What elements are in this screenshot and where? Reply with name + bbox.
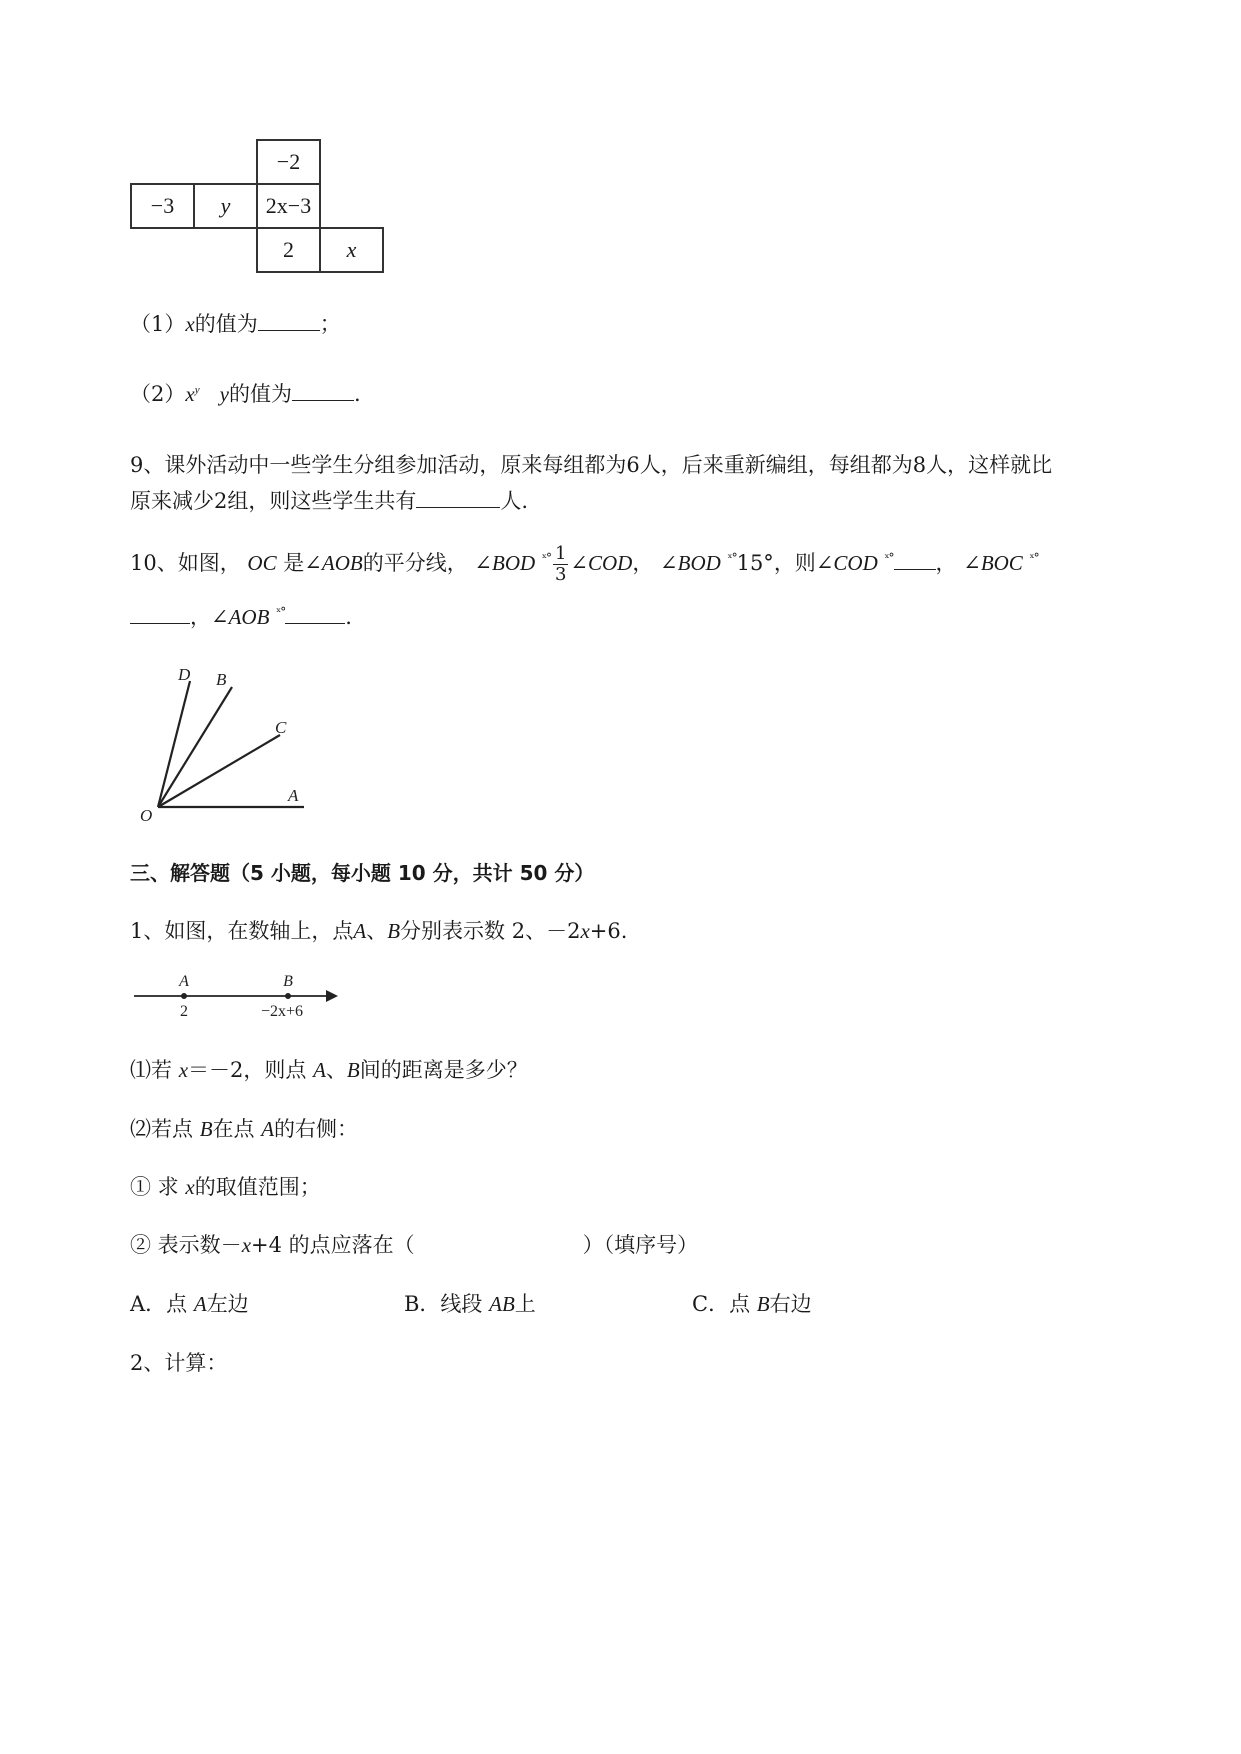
- p1-stem-b: 分别表示数 2、－2: [400, 919, 581, 943]
- option-c-end: 右边: [769, 1292, 812, 1316]
- q10-is: 是: [283, 551, 305, 575]
- option-c-var: B: [756, 1292, 770, 1316]
- q10-eq-glyph: ˣ°: [727, 551, 737, 565]
- p1-q1: [130, 1054, 528, 1084]
- grid-cell-top: −2: [256, 139, 321, 185]
- p2-stem: 2、计算：: [130, 1351, 228, 1375]
- q10-oc: OC: [247, 551, 277, 575]
- q9-line2-end: 人.: [500, 489, 529, 513]
- p1-q2-A: A: [261, 1117, 275, 1141]
- label-a: A: [288, 786, 299, 805]
- ray-od: [158, 681, 190, 807]
- q8-part1-prefix: （1）: [130, 312, 186, 336]
- option-a-var: A: [193, 1292, 207, 1316]
- option-b: [404, 1288, 536, 1318]
- frac-num: 1: [554, 543, 567, 564]
- p1-stem-c: +6.: [589, 919, 628, 943]
- p1-q1-b: ＝－2，则点: [188, 1058, 307, 1082]
- q8-part2: [130, 378, 361, 408]
- option-a-text: A．点: [130, 1292, 188, 1316]
- q10-bod2: ∠BOD: [660, 551, 721, 575]
- grid-cell-left1: −3: [130, 183, 195, 229]
- q10-then: ，则: [773, 551, 816, 575]
- p1-q2-b: 在点: [212, 1117, 255, 1141]
- p1-dun: 、: [366, 919, 388, 943]
- p1-b: B: [387, 919, 401, 943]
- q10-period: .: [345, 605, 352, 629]
- section-title: 三、解答题（5 小题，每小题 10 分，共计 50 分）: [130, 861, 595, 885]
- p1-q1-c: 间的距离是多少？: [359, 1058, 528, 1082]
- q9-line2-start: 原来减少2组，则这些学生共有: [130, 489, 417, 513]
- q10-deg: 15°: [736, 551, 774, 575]
- option-c: [692, 1288, 812, 1318]
- label-c: C: [275, 718, 287, 737]
- p1-q1-dun: 、: [325, 1058, 347, 1082]
- q10-eq-glyph: ˣ°: [541, 551, 551, 565]
- label-d: D: [178, 665, 191, 684]
- grid-cell-right: x: [319, 227, 384, 273]
- q10-comma: ，: [935, 551, 957, 575]
- grid-cell-center: 2x−3: [256, 183, 321, 229]
- q8-part2-prefix: （2）: [130, 382, 186, 406]
- answer-blank[interactable]: [894, 551, 936, 570]
- angle-figure: [130, 655, 330, 835]
- fraction-one-third: [553, 544, 568, 585]
- q8-part2-sup: y: [194, 384, 200, 396]
- q8-part2-var2: y: [219, 382, 229, 406]
- p1-sub2: [130, 1229, 698, 1259]
- q10-line1: [130, 544, 1039, 585]
- numline-label-b: B: [283, 973, 293, 990]
- p1-q1-a: ⑴若: [130, 1058, 172, 1082]
- p1-sub1: [130, 1171, 321, 1201]
- label-b: B: [216, 670, 227, 689]
- numline-label-a: A: [179, 973, 189, 990]
- p1-q2-a: ⑵若点: [130, 1117, 193, 1141]
- p1-sub2-c: ）（填序号）: [582, 1233, 699, 1257]
- q8-part1-var: x: [185, 312, 195, 336]
- p1-q2-B: B: [199, 1117, 213, 1141]
- numline-value-b: −2x+6: [260, 1003, 304, 1020]
- p1-sub1-a: ① 求: [130, 1175, 179, 1199]
- q10-prefix: 10、如图，: [130, 551, 241, 575]
- answer-blank[interactable]: [130, 605, 190, 624]
- answer-blank[interactable]: [416, 489, 500, 508]
- answer-blank[interactable]: [258, 312, 320, 331]
- numline-value-a: 2: [180, 1003, 188, 1020]
- number-line: [130, 965, 350, 1025]
- option-b-end: 上: [514, 1292, 536, 1316]
- option-b-text: B．线段: [404, 1292, 483, 1316]
- q10-line2: [130, 601, 352, 631]
- q8-part2-var: x: [185, 382, 195, 406]
- p1-a: A: [353, 919, 367, 943]
- q10-eq-glyph: ˣ°: [1029, 551, 1039, 565]
- p1-q1-A: A: [313, 1058, 326, 1082]
- p1-sub1-x: x: [185, 1175, 195, 1199]
- p1-q1-x: x: [178, 1058, 189, 1082]
- q10-eq-glyph: ˣ°: [276, 605, 286, 619]
- p1-q1-B: B: [346, 1058, 360, 1082]
- p1-stem-a: 1、如图，在数轴上，点: [130, 919, 354, 943]
- point-b: [285, 993, 291, 999]
- option-a: [130, 1288, 249, 1318]
- q8-part1-end: ；: [319, 312, 341, 336]
- frac-den: 3: [554, 564, 567, 585]
- q10-bod: ∠BOD: [474, 551, 536, 575]
- option-c-text: C．点: [692, 1292, 751, 1316]
- q8-part1-text: 的值为: [194, 312, 258, 336]
- point-a: [181, 993, 187, 999]
- option-b-var: AB: [489, 1292, 515, 1316]
- answer-blank[interactable]: [292, 382, 354, 401]
- p1-sub1-b: 的取值范围；: [194, 1175, 321, 1199]
- option-a-end: 左边: [206, 1292, 249, 1316]
- q8-part1: [130, 308, 341, 338]
- arrow-head-icon: [326, 990, 338, 1002]
- p1-sub2-b: +4 的点应落在（: [251, 1233, 415, 1257]
- q10-bisector: 的平分线，: [362, 551, 468, 575]
- answer-blank[interactable]: [285, 605, 345, 624]
- q10-comma: ，: [190, 605, 211, 629]
- p1-q2: [130, 1113, 358, 1143]
- q10-aob: ∠AOB: [304, 551, 363, 575]
- label-o: O: [140, 806, 153, 825]
- grid-cell-bottom: 2: [256, 227, 321, 273]
- q10-eq-glyph: ˣ°: [884, 551, 894, 565]
- q8-part2-text: 的值为: [228, 382, 292, 406]
- q9-line1: 9、课外活动中一些学生分组参加活动，原来每组都为6人，后来重新编组，每组都为8人，这样就比: [130, 453, 1053, 477]
- q10-cod2: ∠COD: [815, 551, 878, 575]
- ray-oc: [158, 735, 280, 807]
- grid-cell-left2: y: [193, 183, 258, 229]
- ray-ob: [158, 687, 232, 807]
- q9-line2: [130, 485, 528, 515]
- p1-sub2-a: ② 表示数－: [130, 1233, 242, 1257]
- p1-q2-c: 的右侧：: [274, 1117, 359, 1141]
- p1-sub2-x: x: [241, 1233, 252, 1257]
- q10-cod: ∠COD: [570, 551, 633, 575]
- q10-aob2: ∠AOB: [211, 605, 270, 629]
- p1-stem: [130, 915, 627, 945]
- q10-boc: ∠BOC: [963, 551, 1023, 575]
- q10-comma: ，: [632, 551, 654, 575]
- q8-part2-end: .: [353, 382, 361, 406]
- p1-x: x: [580, 919, 590, 943]
